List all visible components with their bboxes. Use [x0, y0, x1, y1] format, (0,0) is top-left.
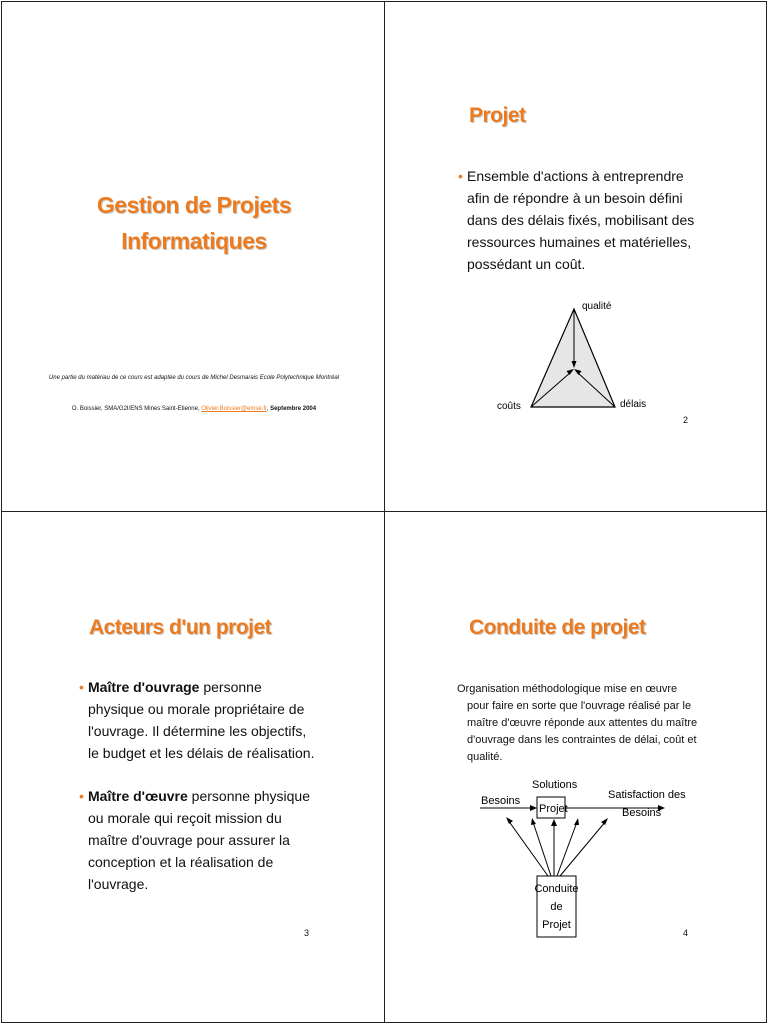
page-number: 4: [683, 928, 689, 938]
arrowhead-c2: [531, 818, 536, 825]
author-line: [2, 406, 386, 412]
source-note: Une partie du matériau de ce cours est adaptée du cours de Michel Desmarais Ecole Polytechnique Montréal: [48, 375, 340, 381]
label-solutions: Solutions: [532, 779, 578, 791]
page-number: 3: [304, 928, 310, 938]
slide-1-cover: [1, 1, 385, 512]
arrowhead-c5: [601, 818, 608, 825]
author-name: O. Boissier, SMA/G2I/ENS Mines Saint-Etienne,: [71, 406, 202, 412]
label-delais: délais: [620, 399, 647, 410]
slide-4-conduite: [384, 511, 767, 1023]
bullet-dot: •: [458, 168, 463, 184]
bullet-dot: •: [79, 788, 84, 804]
arrowhead-besoins: [530, 805, 537, 811]
author-email-link[interactable]: Olivier.Boissier@emse.fr: [201, 406, 267, 412]
slide-3-acteurs: [1, 511, 385, 1023]
bullet-dot: •: [79, 679, 84, 695]
label-projet: Projet: [539, 803, 568, 815]
label-satisfaction-1: Satisfaction des: [608, 789, 686, 801]
label-couts: coûts: [497, 401, 521, 412]
label-besoins: Besoins: [481, 795, 521, 807]
label-conduite-2: de: [550, 901, 563, 913]
slide-2-title: Projet: [469, 104, 526, 127]
maitre-ouvrage-term: Maître d'ouvrage: [88, 679, 200, 695]
slide-2-bullet-text: Ensemble d'actions à entreprendre afin de répondre à un besoin défini dans des délais fixés, mobilisant des ressources humaines et matérielles, possédant un coût.: [467, 168, 695, 272]
cover-title-line-2: Informatiques: [121, 228, 267, 254]
triangle-shape: [531, 309, 615, 407]
quality-cost-time-triangle: [385, 2, 768, 513]
author-date: Septembre 2004: [270, 406, 317, 412]
arrowhead-c3: [551, 819, 557, 826]
cover-title: [2, 187, 386, 259]
cover-title-line-1: Gestion de Projets: [96, 192, 292, 218]
slide-3-bullet-2: [79, 785, 320, 895]
slide-2-projet: [384, 1, 767, 512]
slide-3-bullet-1: [79, 676, 320, 764]
arrowhead-c1: [506, 817, 513, 824]
conduite-projet-diagram: [385, 512, 768, 1024]
label-qualite: qualité: [582, 301, 612, 312]
page-number: 2: [683, 415, 689, 425]
arrowhead-c4: [574, 818, 579, 825]
slide-4-title: Conduite de projet: [469, 616, 646, 639]
label-conduite-3: Projet: [542, 919, 571, 931]
label-satisfaction-2: Besoins: [622, 807, 662, 819]
label-conduite-1: Conduite: [534, 883, 579, 895]
slide-4-text: Organisation méthodologique mise en œuvre pour faire en sorte que l'ouvrage réalisé par le maître d'œuvre réponde aux attentes du maître d'ouvrage dans les contraintes de délai, coût et qualité.: [457, 683, 698, 763]
maitre-ouvrage-definition: personne physique ou morale propriétaire de l'ouvrage. Il détermine les objectifs, le budget et les délais de réalisation.: [88, 679, 315, 761]
maitre-oeuvre-definition: personne physique ou morale qui reçoit mission du maître d'ouvrage pour assurer la conception et la réalisation de l'ouvrage.: [88, 788, 310, 892]
slide-3-title: Acteurs d'un projet: [89, 616, 272, 639]
author-separator: ,: [266, 406, 271, 412]
maitre-oeuvre-term: Maître d'œuvre: [88, 788, 188, 804]
